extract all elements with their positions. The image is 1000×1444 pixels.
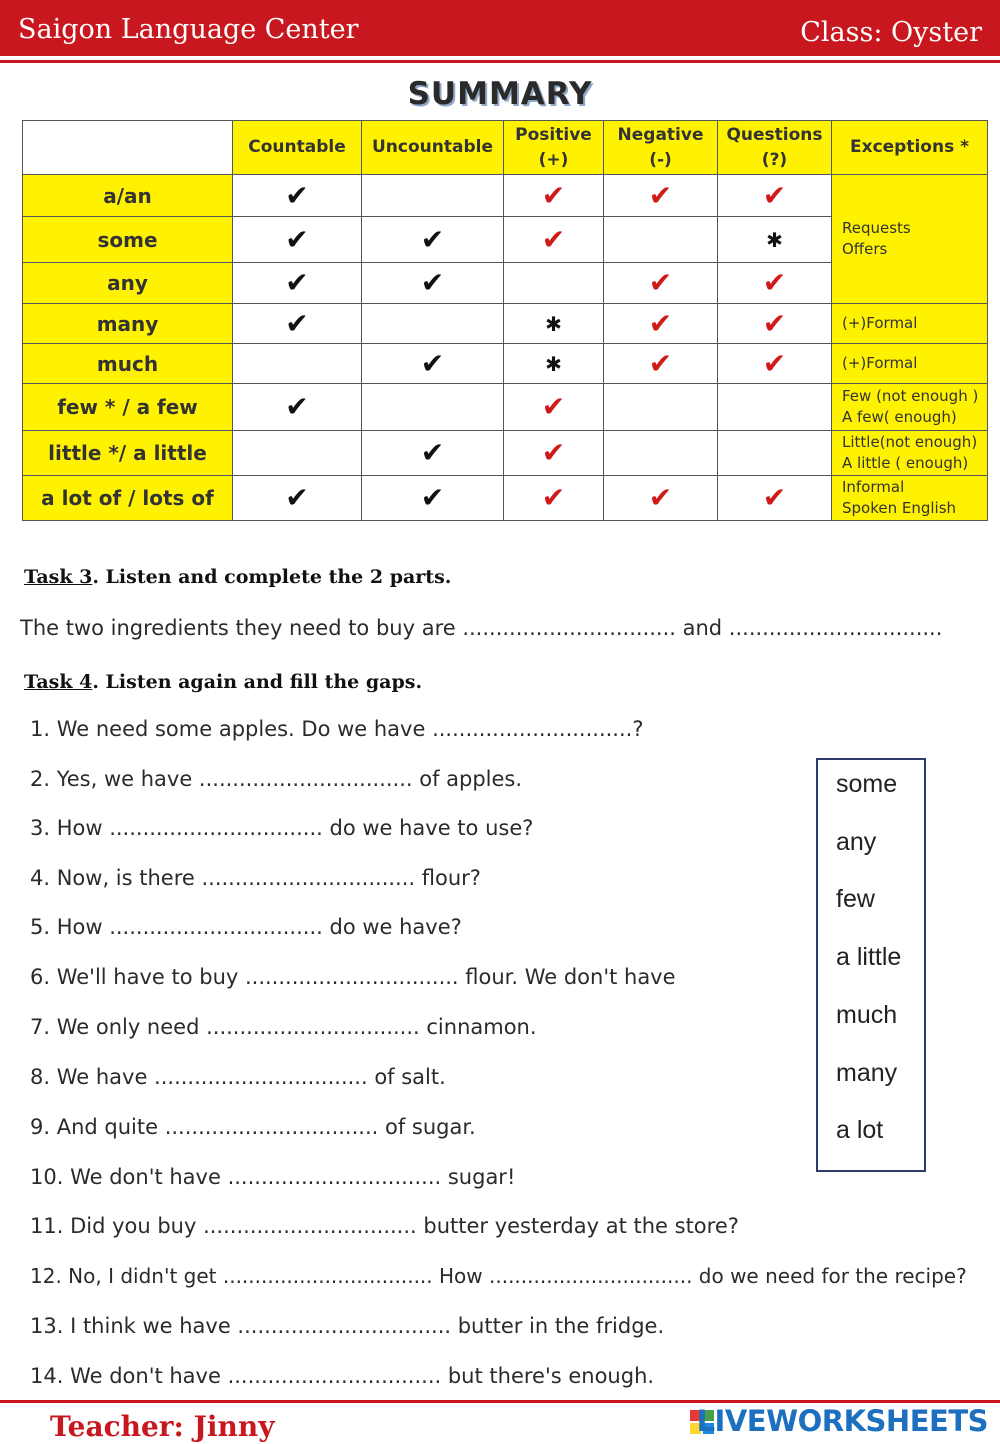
teacher-name: Teacher: Jinny	[50, 1410, 275, 1443]
word-box	[816, 758, 926, 1172]
gap-item[interactable]: 4. Now, is there ................................ flour?	[30, 866, 481, 890]
row-label: many	[23, 304, 233, 344]
check-icon: ✔	[285, 266, 309, 299]
check-icon: ✔	[420, 481, 445, 514]
check-icon: ✔	[762, 266, 787, 299]
check-icon: ✔	[648, 266, 673, 299]
col-header-questions: Questions (?)	[718, 121, 832, 175]
gap-item[interactable]: 10. We don't have ................................ sugar!	[30, 1165, 516, 1189]
col-header-uncountable: Uncountable	[362, 121, 504, 175]
star-icon: ✱	[545, 311, 562, 336]
check-icon: ✔	[285, 481, 309, 514]
table-row	[23, 175, 988, 217]
gap-item[interactable]: 7. We only need ................................ cinnamon.	[30, 1015, 537, 1039]
gap-item[interactable]: 13. I think we have ................................ butter in the fridge.	[30, 1314, 665, 1338]
school-name: Saigon Language Center	[18, 14, 359, 45]
gap-item[interactable]: 8. We have ................................ of salt.	[30, 1065, 446, 1089]
gap-item[interactable]: 11. Did you buy ................................ butter yesterday at the store?	[30, 1214, 739, 1238]
word-option: few	[836, 885, 875, 913]
word-option: a lot	[836, 1116, 884, 1144]
check-icon: ✔	[285, 178, 309, 212]
word-option: a little	[836, 943, 902, 971]
check-icon: ✔	[762, 178, 787, 212]
exception-few: Few (not enough ) A few( enough)	[832, 384, 988, 431]
word-option: much	[836, 1001, 898, 1029]
check-icon: ✔	[541, 390, 566, 423]
check-icon: ✔	[420, 346, 445, 380]
exception-formal: (+)Formal	[832, 344, 988, 384]
check-icon: ✔	[648, 306, 673, 340]
gap-item[interactable]: 5. How ................................ do we have?	[30, 915, 462, 939]
word-option: any	[836, 828, 877, 856]
gap-item[interactable]: 3. How ................................ do we have to use?	[30, 816, 534, 840]
row-label: a/an	[23, 175, 233, 217]
col-header-negative: Negative (-)	[604, 121, 718, 175]
gap-item[interactable]: 1. We need some apples. Do we have ..............................?	[30, 717, 644, 741]
check-icon: ✔	[762, 346, 787, 380]
check-icon: ✔	[420, 222, 445, 256]
table-row	[23, 384, 988, 431]
exception-informal: Informal Spoken English	[832, 476, 988, 521]
gap-item[interactable]: 14. We don't have ................................ but there's enough.	[30, 1364, 655, 1388]
gap-item[interactable]: 12. No, I didn't get ................................. How ................................ do we need for the recipe?	[30, 1264, 967, 1288]
header-blank	[23, 121, 233, 175]
check-icon: ✔	[420, 266, 445, 299]
check-icon: ✔	[285, 390, 309, 423]
header-divider	[0, 60, 1000, 63]
gap-item[interactable]: 9. And quite ................................ of sugar.	[30, 1115, 476, 1139]
check-icon: ✔	[541, 436, 566, 469]
row-label: little */ a little	[23, 431, 233, 476]
check-icon: ✔	[762, 481, 787, 514]
table-row	[23, 476, 988, 521]
check-icon: ✔	[648, 178, 673, 212]
exception-little: Little(not enough) A little ( enough)	[832, 431, 988, 476]
summary-table	[22, 120, 988, 521]
check-icon: ✔	[648, 481, 673, 514]
check-icon: ✔	[541, 222, 566, 256]
star-icon: ✱	[766, 227, 783, 252]
table-row	[23, 431, 988, 476]
class-name: Class: Oyster	[800, 17, 982, 48]
exception-formal: (+)Formal	[832, 304, 988, 344]
col-header-positive: Positive (+)	[504, 121, 604, 175]
exception-requests-offers: Requests Offers	[832, 175, 988, 304]
row-label: any	[23, 263, 233, 304]
col-header-exceptions: Exceptions *	[832, 121, 988, 175]
check-icon: ✔	[420, 436, 445, 469]
gap-item[interactable]: 6. We'll have to buy ................................ flour. We don't have	[30, 965, 676, 989]
check-icon: ✔	[285, 222, 309, 256]
table-row	[23, 304, 988, 344]
word-option: many	[836, 1059, 898, 1087]
col-header-countable: Countable	[233, 121, 362, 175]
word-option: some	[836, 770, 898, 798]
row-label: few * / a few	[23, 384, 233, 431]
row-label: much	[23, 344, 233, 384]
footer-divider	[0, 1400, 1000, 1403]
task3-heading: Task 3. Listen and complete the 2 parts.	[24, 566, 452, 588]
check-icon: ✔	[541, 178, 566, 212]
liveworksheets-brand[interactable]: LIVEWORKSHEETS	[696, 1404, 988, 1438]
check-icon: ✔	[648, 346, 673, 380]
check-icon: ✔	[541, 481, 566, 514]
check-icon: ✔	[762, 306, 787, 340]
table-row	[23, 344, 988, 384]
task3-sentence[interactable]: The two ingredients they need to buy are ................................ and ................................	[20, 616, 943, 640]
star-icon: ✱	[545, 351, 562, 376]
row-label: a lot of / lots of	[23, 476, 233, 521]
summary-title: SUMMARY	[407, 76, 593, 112]
row-label: some	[23, 217, 233, 263]
task4-heading: Task 4. Listen again and fill the gaps.	[24, 671, 423, 693]
gap-item[interactable]: 2. Yes, we have ................................ of apples.	[30, 767, 523, 791]
check-icon: ✔	[285, 306, 309, 340]
